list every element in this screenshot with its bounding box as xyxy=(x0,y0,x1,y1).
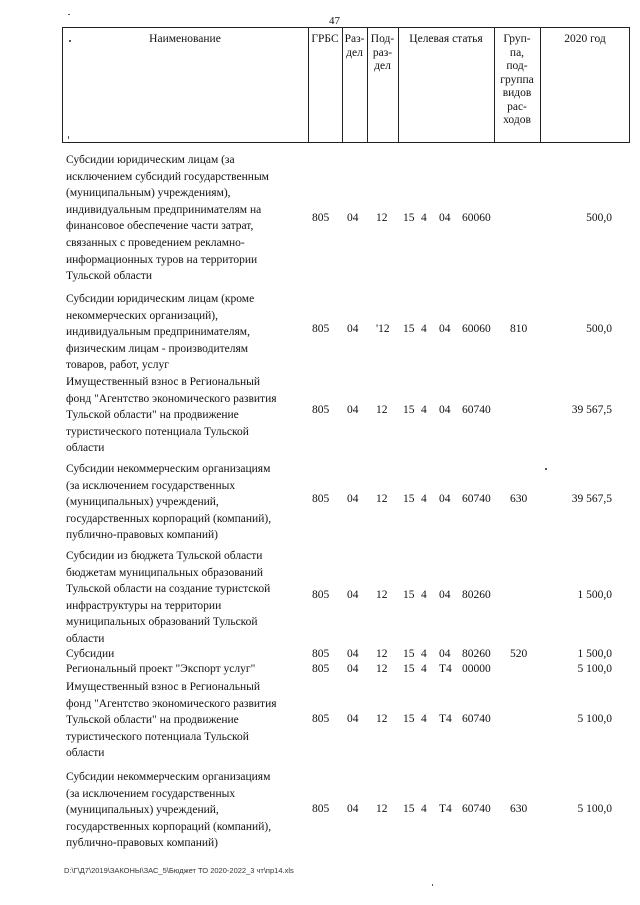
row-measure: 04 xyxy=(439,589,451,601)
row-direction: 60740 xyxy=(462,493,491,505)
row-subprogram: 4 xyxy=(421,404,427,416)
row-amount: 39 567,5 xyxy=(571,404,612,416)
row-podrazdel: 12 xyxy=(376,648,388,660)
row-grbs: 805 xyxy=(312,404,330,416)
row-program: 15 xyxy=(403,212,415,224)
row-program: 15 xyxy=(403,493,415,505)
row-subprogram: 4 xyxy=(421,212,427,224)
row-measure: Т4 xyxy=(439,663,452,675)
row-podrazdel: 12 xyxy=(376,803,388,815)
row-direction: 00000 xyxy=(462,663,491,675)
row-razdel: 04 xyxy=(347,803,359,815)
row-podrazdel: 12 xyxy=(376,663,388,675)
table-row xyxy=(0,374,640,458)
row-razdel: 04 xyxy=(347,713,359,725)
row-program: 15 xyxy=(403,648,415,660)
row-measure: 04 xyxy=(439,323,451,335)
row-razdel: 04 xyxy=(347,493,359,505)
row-amount: 5 100,0 xyxy=(577,803,612,815)
row-razdel: 04 xyxy=(347,663,359,675)
row-razdel: 04 xyxy=(347,589,359,601)
table-row xyxy=(0,679,640,763)
row-grbs: 805 xyxy=(312,323,330,335)
row-program: 15 xyxy=(403,589,415,601)
row-amount: 39 567,5 xyxy=(571,493,612,505)
row-subprogram: 4 xyxy=(421,803,427,815)
row-subprogram: 4 xyxy=(421,713,427,725)
scan-speck xyxy=(68,14,70,15)
row-group: 630 xyxy=(510,803,528,815)
row-name: Субсидии юридическим лицам (за исключением субсидий государственным (муниципальным) учреждениям), индивидуальным предпринимателям на финансовое обеспечение части затрат, связанных с проведением рекламно- информационных туров на территории Тульской области xyxy=(66,154,269,283)
row-amount: 500,0 xyxy=(586,212,612,224)
header-target: Целевая статья xyxy=(409,33,483,45)
row-grbs: 805 xyxy=(312,589,330,601)
row-subprogram: 4 xyxy=(421,323,427,335)
scan-speck xyxy=(545,468,547,470)
row-program: 15 xyxy=(403,663,415,675)
row-name: Субсидии некоммерческим организациям (за исключением государственных (муниципальных) учреждений, государственных корпораций (компаний), публично-правовых компаний) xyxy=(66,771,272,850)
row-name: Субсидии из бюджета Тульской области бюджетам муниципальных образований Тульской области на создание туристской инфраструктуры на территории муниципальных образований Тульской области xyxy=(66,550,271,645)
row-measure: 04 xyxy=(439,648,451,660)
row-grbs: 805 xyxy=(312,663,330,675)
row-grbs: 805 xyxy=(312,493,330,505)
scan-speck xyxy=(432,884,433,886)
row-name: Субсидии юридическим лицам (кроме некоммерческих организаций), индивидуальным предпринимателям, физическим лицам - производителям товаров, работ, услуг xyxy=(66,293,255,372)
row-razdel: 04 xyxy=(347,323,359,335)
row-grbs: 805 xyxy=(312,803,330,815)
row-podrazdel: 12 xyxy=(376,212,388,224)
scan-speck xyxy=(69,40,71,42)
row-measure: 04 xyxy=(439,493,451,505)
page-number: 47 xyxy=(329,15,340,27)
row-grbs: 805 xyxy=(312,713,330,725)
row-measure: 04 xyxy=(439,212,451,224)
row-razdel: 04 xyxy=(347,212,359,224)
row-direction: 80260 xyxy=(462,589,491,601)
row-amount: 1 500,0 xyxy=(577,589,612,601)
row-program: 15 xyxy=(403,323,415,335)
table-row xyxy=(0,152,640,286)
row-program: 15 xyxy=(403,713,415,725)
row-program: 15 xyxy=(403,803,415,815)
row-name: Имущественный взнос в Региональный фонд "Агентство экономического развития Тульской области" на продвижение туристического потенциала Тульской области xyxy=(66,376,277,455)
row-podrazdel: 12 xyxy=(376,493,388,505)
row-subprogram: 4 xyxy=(421,493,427,505)
scan-speck xyxy=(68,136,69,139)
table-row xyxy=(0,291,640,375)
row-direction: 60740 xyxy=(462,803,491,815)
row-grbs: 805 xyxy=(312,648,330,660)
row-amount: 5 100,0 xyxy=(577,713,612,725)
row-podrazdel: '12 xyxy=(376,323,390,335)
row-group: 520 xyxy=(510,648,528,660)
row-amount: 5 100,0 xyxy=(577,663,612,675)
file-path-footer: D:\Г\Д7\2019\ЗАКОНЫ\ЗАС_5\Бюджет ТО 2020-2022_3 чт\пр14.xls xyxy=(64,866,294,875)
table-row xyxy=(0,548,640,649)
row-subprogram: 4 xyxy=(421,663,427,675)
row-name: Субсидии некоммерческим организациям (за исключением государственных (муниципальных) учреждений, государственных корпораций (компаний), публично-правовых компаний) xyxy=(66,463,272,542)
table-row xyxy=(0,661,640,678)
row-podrazdel: 12 xyxy=(376,589,388,601)
row-direction: 60740 xyxy=(462,713,491,725)
table-row xyxy=(0,461,640,545)
row-subprogram: 4 xyxy=(421,589,427,601)
row-direction: 80260 xyxy=(462,648,491,660)
row-measure: 04 xyxy=(439,404,451,416)
row-group: 630 xyxy=(510,493,528,505)
header-razdel: Раз- дел xyxy=(344,33,365,59)
row-name: Имущественный взнос в Региональный фонд "Агентство экономического развития Тульской области" на продвижение туристического потенциала Тульской области xyxy=(66,681,277,760)
header-podrazdel: Под- раз- дел xyxy=(370,33,395,72)
header-group: Груп- па, под- группа видов рас- ходов xyxy=(500,33,534,126)
row-podrazdel: 12 xyxy=(376,713,388,725)
row-podrazdel: 12 xyxy=(376,404,388,416)
row-name: Региональный проект "Экспорт услуг" xyxy=(66,663,256,675)
row-measure: Т4 xyxy=(439,803,452,815)
row-measure: Т4 xyxy=(439,713,452,725)
row-group: 810 xyxy=(510,323,528,335)
row-grbs: 805 xyxy=(312,212,330,224)
row-direction: 60740 xyxy=(462,404,491,416)
row-amount: 1 500,0 xyxy=(577,648,612,660)
row-subprogram: 4 xyxy=(421,648,427,660)
row-amount: 500,0 xyxy=(586,323,612,335)
row-name: Субсидии xyxy=(66,648,115,660)
row-program: 15 xyxy=(403,404,415,416)
header-year: 2020 год xyxy=(564,33,606,45)
table-row xyxy=(0,769,640,853)
row-razdel: 04 xyxy=(347,404,359,416)
row-direction: 60060 xyxy=(462,323,491,335)
row-direction: 60060 xyxy=(462,212,491,224)
header-name: Наименование xyxy=(149,33,221,45)
header-grbs: ГРБС xyxy=(311,33,339,45)
row-razdel: 04 xyxy=(347,648,359,660)
